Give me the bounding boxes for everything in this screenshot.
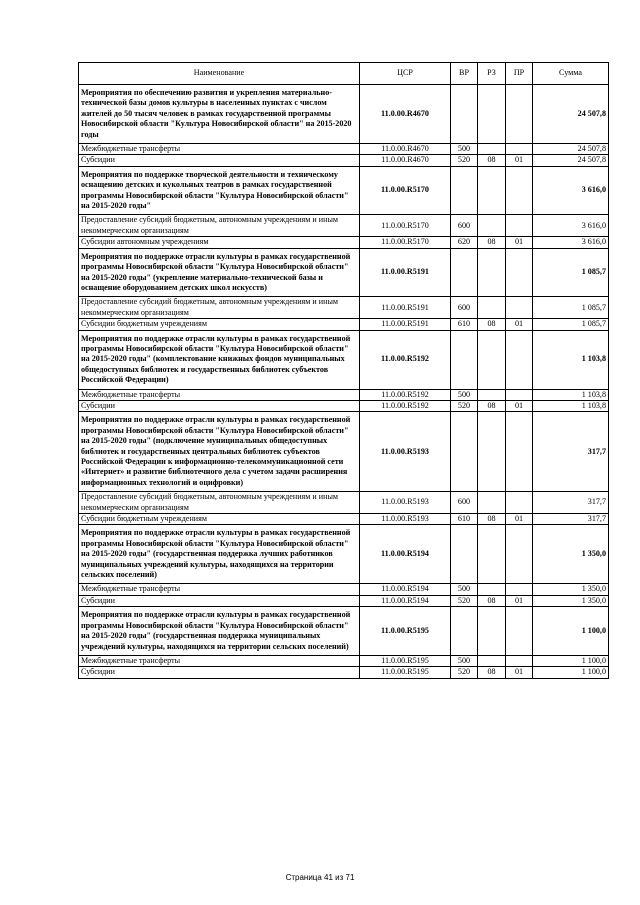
cell-code: 11.0.00.R5193 (360, 492, 451, 514)
cell-name: Мероприятия по поддержке творческой деятельности и техническому оснащению детских и кукольных театров в рамках государственной программы Новосибирской области "Культура Новосибирской области" на 2015-2020 годы" (79, 166, 360, 215)
cell-pr (506, 215, 533, 237)
cell-code: 11.0.00.R5191 (360, 319, 451, 330)
table-row-program (79, 607, 609, 656)
table-row-program (79, 525, 609, 584)
cell-code: 11.0.00.R5170 (360, 166, 451, 215)
cell-name: Мероприятия по обеспечению развития и укрепления материально-технической базы домов культуры в населенных пунктах с числом жителей до 50 тысяч человек в рамках государственной программы Новосибирской области "Культура Новосибирской области" на 2015-2020 годы (79, 85, 360, 144)
cell-sum: 1 103,8 (533, 400, 609, 411)
table-header-row (79, 63, 609, 85)
cell-vr (451, 85, 478, 144)
cell-code: 11.0.00.R4670 (360, 144, 451, 155)
cell-rz (478, 492, 506, 514)
cell-vr: 520 (451, 155, 478, 166)
cell-code: 11.0.00.R4670 (360, 85, 451, 144)
cell-sum: 3 616,0 (533, 215, 609, 237)
cell-name: Мероприятия по поддержке отрасли культуры в рамках государственной программы Новосибирской области "Культура Новосибирской области" на 2015-2020 годы" (комплектование книжных фондов муниципальных общедоступных библиотек и государственных библиотек субъектов Российской Федерации) (79, 330, 360, 389)
cell-name: Предоставление субсидий бюджетным, автономным учреждениям и иным некоммерческим организациям (79, 297, 360, 319)
cell-vr (451, 607, 478, 656)
cell-name: Межбюджетные трансферты (79, 389, 360, 400)
header-sum: Сумма (533, 63, 609, 85)
table-row-detail (79, 584, 609, 595)
cell-name: Мероприятия по поддержке отрасли культуры в рамках государственной программы Новосибирской области "Культура Новосибирской области" на 2015-2020 годы" (укрепление материально-технической базы и оснащение оборудованием детских школ искусств) (79, 248, 360, 297)
cell-code: 11.0.00.R5195 (360, 655, 451, 666)
table-row-detail (79, 237, 609, 248)
cell-code: 11.0.00.R5192 (360, 330, 451, 389)
cell-rz (478, 607, 506, 656)
cell-sum: 1 103,8 (533, 389, 609, 400)
cell-name: Субсидии (79, 155, 360, 166)
cell-name: Мероприятия по поддержке отрасли культуры в рамках государственной программы Новосибирской области "Культура Новосибирской области" на 2015-2020 годы" (государственная поддержка муниципальных учреждений культуры, находящихся на территории сельских поселений) (79, 607, 360, 656)
cell-pr: 01 (506, 237, 533, 248)
cell-vr: 600 (451, 297, 478, 319)
cell-vr: 500 (451, 584, 478, 595)
cell-pr: 01 (506, 595, 533, 606)
cell-rz (478, 297, 506, 319)
cell-sum: 1 085,7 (533, 297, 609, 319)
table-row-program (79, 248, 609, 297)
cell-pr (506, 655, 533, 666)
cell-pr (506, 166, 533, 215)
header-code: ЦСР (360, 63, 451, 85)
cell-pr (506, 144, 533, 155)
cell-pr: 01 (506, 514, 533, 525)
cell-rz: 08 (478, 237, 506, 248)
cell-code: 11.0.00.R5193 (360, 412, 451, 492)
cell-rz (478, 330, 506, 389)
cell-name: Субсидии (79, 667, 360, 678)
cell-rz (478, 584, 506, 595)
cell-pr (506, 607, 533, 656)
table-row-detail (79, 389, 609, 400)
header-name: Наименование (79, 63, 360, 85)
cell-sum: 1 085,7 (533, 319, 609, 330)
table-row-detail (79, 655, 609, 666)
cell-rz: 08 (478, 400, 506, 411)
table-row-detail (79, 514, 609, 525)
cell-vr (451, 330, 478, 389)
cell-sum: 317,7 (533, 492, 609, 514)
cell-name: Субсидии (79, 595, 360, 606)
cell-rz (478, 85, 506, 144)
cell-sum: 1 085,7 (533, 248, 609, 297)
cell-rz: 08 (478, 319, 506, 330)
cell-rz (478, 389, 506, 400)
table-row-detail (79, 400, 609, 411)
cell-pr (506, 584, 533, 595)
cell-vr: 600 (451, 215, 478, 237)
cell-pr: 01 (506, 667, 533, 678)
cell-sum: 1 350,0 (533, 595, 609, 606)
table-row-detail (79, 319, 609, 330)
cell-vr: 520 (451, 667, 478, 678)
cell-rz: 08 (478, 595, 506, 606)
cell-name: Субсидии (79, 400, 360, 411)
cell-rz (478, 144, 506, 155)
cell-sum: 317,7 (533, 514, 609, 525)
cell-code: 11.0.00.R5195 (360, 667, 451, 678)
cell-sum: 3 616,0 (533, 166, 609, 215)
cell-name: Предоставление субсидий бюджетным, автономным учреждениям и иным некоммерческим организациям (79, 492, 360, 514)
cell-rz (478, 215, 506, 237)
table-row-detail (79, 492, 609, 514)
cell-pr (506, 248, 533, 297)
cell-vr: 610 (451, 514, 478, 525)
table-row-detail (79, 144, 609, 155)
cell-code: 11.0.00.R5191 (360, 297, 451, 319)
cell-vr: 600 (451, 492, 478, 514)
cell-vr (451, 412, 478, 492)
cell-vr: 520 (451, 595, 478, 606)
cell-name: Субсидии автономным учреждениям (79, 237, 360, 248)
cell-name: Предоставление субсидий бюджетным, автономным учреждениям и иным некоммерческим организациям (79, 215, 360, 237)
cell-vr: 520 (451, 400, 478, 411)
cell-name: Субсидии бюджетным учреждениям (79, 319, 360, 330)
table-row-program (79, 85, 609, 144)
cell-code: 11.0.00.R4670 (360, 155, 451, 166)
header-vr: ВР (451, 63, 478, 85)
table-row-detail (79, 595, 609, 606)
cell-rz: 08 (478, 514, 506, 525)
cell-sum: 1 100,0 (533, 667, 609, 678)
page-number: Страница 41 из 71 (285, 873, 355, 882)
table-row-program (79, 330, 609, 389)
cell-vr (451, 166, 478, 215)
table-row-detail (79, 297, 609, 319)
cell-sum: 24 507,8 (533, 144, 609, 155)
cell-name: Межбюджетные трансферты (79, 144, 360, 155)
cell-vr: 610 (451, 319, 478, 330)
cell-code: 11.0.00.R5170 (360, 237, 451, 248)
cell-code: 11.0.00.R5170 (360, 215, 451, 237)
cell-name: Мероприятия по поддержке отрасли культуры в рамках государственной программы Новосибирской области "Культура Новосибирской области" на 2015-2020 годы" (подключение муниципальных общедоступных библиотек и государственных центральных библиотек субъектов Российской Федерации к информационно-телекоммуникационной сети «Интернет» и развитие библиотечного дела с учетом задачи расширения информационных технологий и оцифровки) (79, 412, 360, 492)
cell-pr (506, 525, 533, 584)
cell-pr: 01 (506, 400, 533, 411)
cell-sum: 3 616,0 (533, 237, 609, 248)
cell-code: 11.0.00.R5195 (360, 607, 451, 656)
cell-pr (506, 85, 533, 144)
cell-code: 11.0.00.R5191 (360, 248, 451, 297)
cell-rz (478, 525, 506, 584)
cell-vr: 500 (451, 389, 478, 400)
cell-pr: 01 (506, 155, 533, 166)
table-row-detail (79, 215, 609, 237)
header-pr: ПР (506, 63, 533, 85)
cell-sum: 24 507,8 (533, 155, 609, 166)
cell-vr (451, 525, 478, 584)
cell-sum: 1 350,0 (533, 584, 609, 595)
cell-rz: 08 (478, 667, 506, 678)
cell-code: 11.0.00.R5193 (360, 514, 451, 525)
cell-vr: 500 (451, 655, 478, 666)
cell-rz (478, 412, 506, 492)
cell-pr: 01 (506, 319, 533, 330)
cell-code: 11.0.00.R5194 (360, 525, 451, 584)
cell-vr: 620 (451, 237, 478, 248)
cell-rz (478, 248, 506, 297)
cell-code: 11.0.00.R5192 (360, 389, 451, 400)
cell-pr (506, 330, 533, 389)
cell-sum: 1 103,8 (533, 330, 609, 389)
cell-pr (506, 389, 533, 400)
cell-sum: 1 100,0 (533, 655, 609, 666)
cell-code: 11.0.00.R5194 (360, 595, 451, 606)
table-row-detail (79, 667, 609, 678)
cell-pr (506, 492, 533, 514)
cell-pr (506, 412, 533, 492)
cell-rz (478, 166, 506, 215)
cell-name: Мероприятия по поддержке отрасли культуры в рамках государственной программы Новосибирской области "Культура Новосибирской области" на 2015-2020 годы" (государственная поддержка лучших работников муниципальных учреждений культуры, находящихся на территории сельских поселений) (79, 525, 360, 584)
cell-rz (478, 655, 506, 666)
cell-rz: 08 (478, 155, 506, 166)
cell-sum: 1 350,0 (533, 525, 609, 584)
table-body (79, 85, 609, 679)
table-row-program (79, 412, 609, 492)
header-rz: РЗ (478, 63, 506, 85)
cell-vr: 500 (451, 144, 478, 155)
cell-sum: 1 100,0 (533, 607, 609, 656)
cell-pr (506, 297, 533, 319)
cell-name: Субсидии бюджетным учреждениям (79, 514, 360, 525)
cell-code: 11.0.00.R5194 (360, 584, 451, 595)
cell-name: Межбюджетные трансферты (79, 584, 360, 595)
cell-sum: 317,7 (533, 412, 609, 492)
table-row-detail (79, 155, 609, 166)
cell-code: 11.0.00.R5192 (360, 400, 451, 411)
table-row-program (79, 166, 609, 215)
cell-name: Межбюджетные трансферты (79, 655, 360, 666)
budget-table (78, 62, 609, 679)
cell-vr (451, 248, 478, 297)
cell-sum: 24 507,8 (533, 85, 609, 144)
